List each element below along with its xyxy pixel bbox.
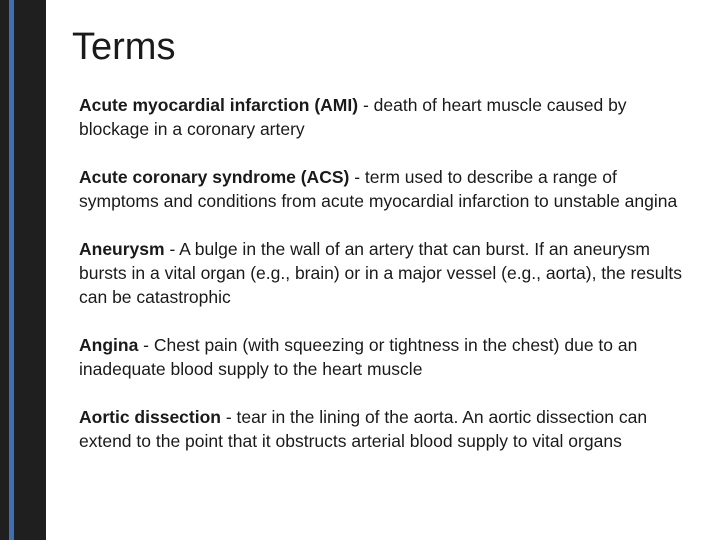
slide-title: Terms [72, 26, 176, 68]
term-definition: - tear in the lining of the aorta. An aortic dissection can extend to the point that it obstructs arterial blood supply to vital organs [79, 407, 648, 451]
term-item-acs [79, 165, 689, 213]
term-definition: - Chest pain (with squeezing or tightness in the chest) due to an inadequate blood supply to the heart muscle [79, 335, 638, 379]
term-definition: - A bulge in the wall of an artery that can burst. If an aneurysm bursts in a vital organ (e.g., brain) or in a major vessel (e.g., aorta), the results can be catastrophic [79, 239, 683, 307]
term-name: Aortic dissection [79, 407, 221, 427]
term-name: Acute coronary syndrome (ACS) [79, 167, 350, 187]
term-item-aortic-dissection [79, 405, 689, 453]
term-name: Aneurysm [79, 239, 165, 259]
term-definition: - term used to describe a range of symptoms and conditions from acute myocardial infarction to unstable angina [79, 167, 678, 211]
term-name: Acute myocardial infarction (AMI) [79, 95, 359, 115]
term-item-aneurysm [79, 237, 689, 309]
sidebar-bar [0, 0, 46, 540]
term-name: Angina [79, 335, 139, 355]
term-item-ami [79, 93, 689, 141]
sidebar-accent-stripe [9, 0, 14, 540]
term-item-angina [79, 333, 689, 381]
terms-list [79, 93, 689, 477]
term-definition: - death of heart muscle caused by blockage in a coronary artery [79, 95, 627, 139]
